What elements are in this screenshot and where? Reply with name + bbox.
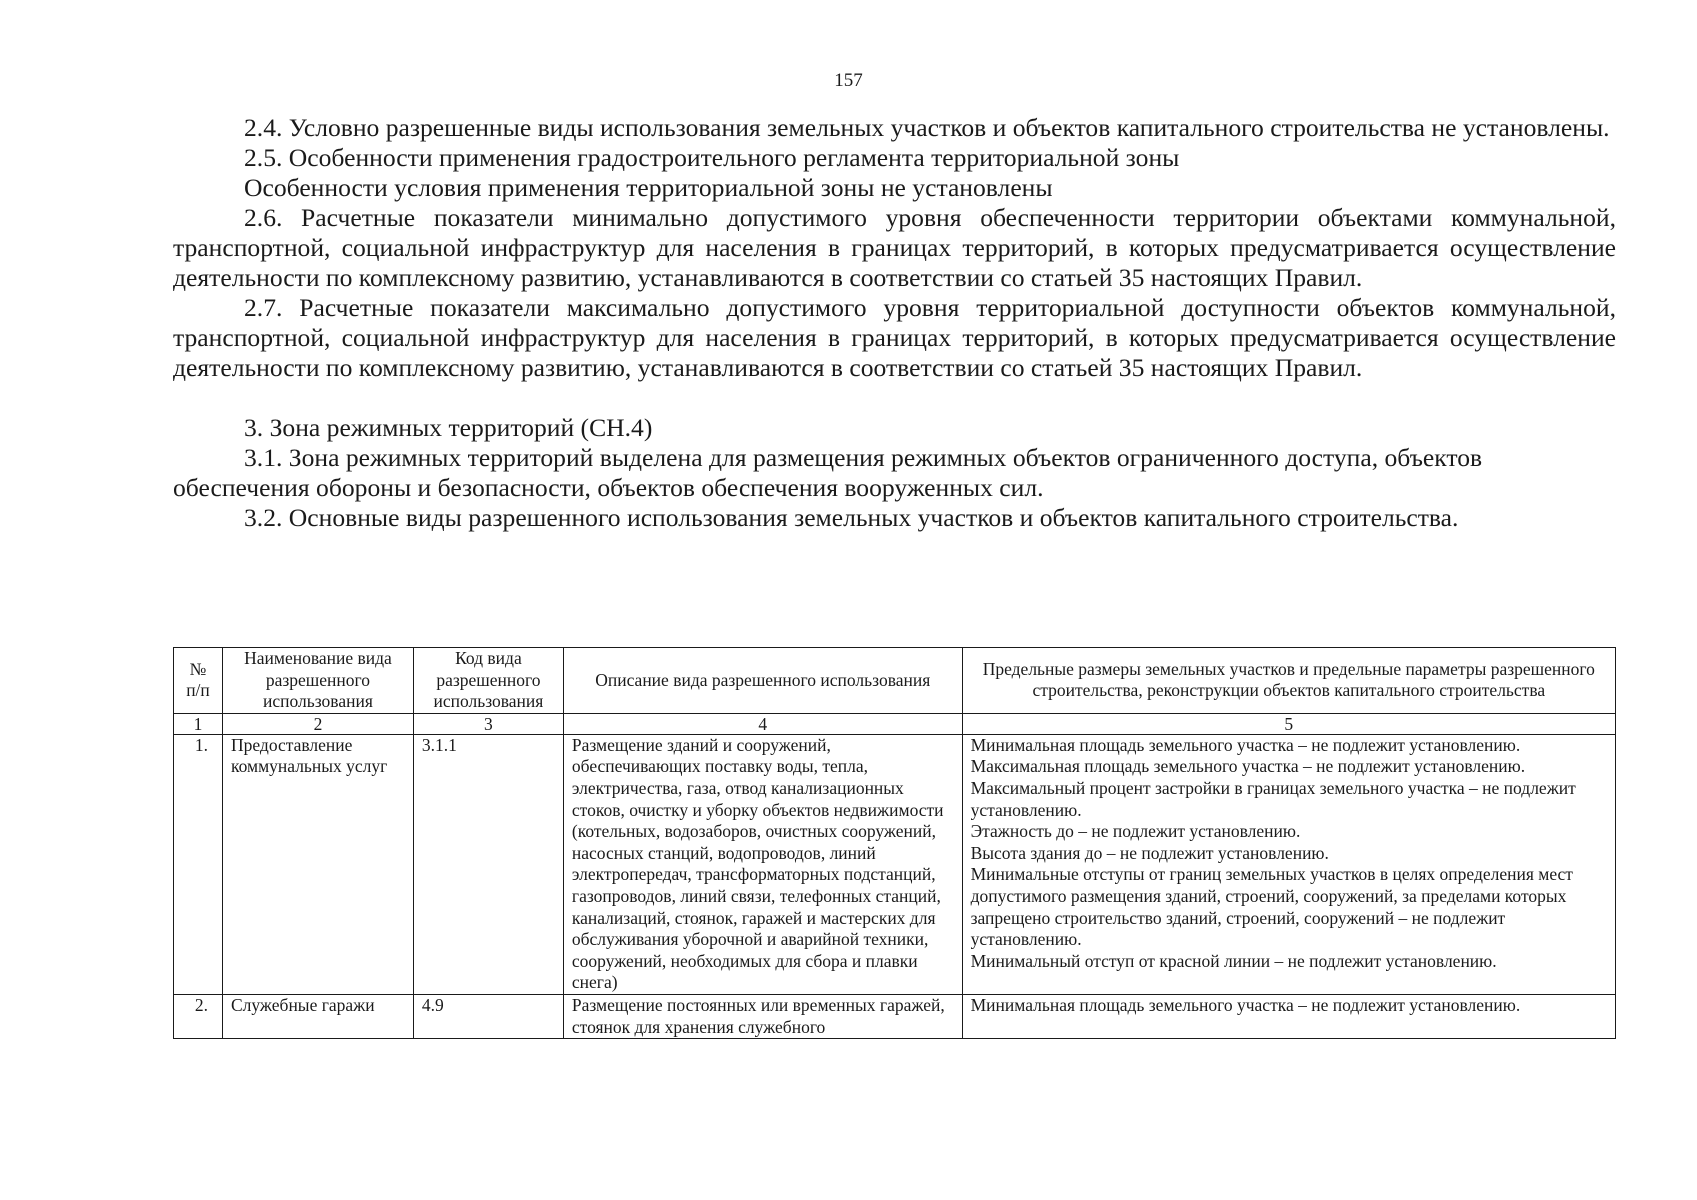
column-number: 5 xyxy=(962,713,1615,734)
column-number: 2 xyxy=(222,713,413,734)
table-row xyxy=(174,994,1616,1038)
row-use-code: 4.9 xyxy=(413,994,563,1038)
paragraph-3-2: 3.2. Основные виды разрешенного использования земельных участков и объектов капитального строительства. xyxy=(244,503,1459,532)
section-heading-3: 3. Зона режимных территорий (СН.4) xyxy=(244,413,653,442)
document-body xyxy=(173,113,1616,533)
limit-line: Максимальный процент застройки в границах земельного участка – не подлежит установлению. xyxy=(970,777,1576,820)
header-limits: Предельные размеры земельных участков и предельные параметры разрешенного строительства, реконструкции объектов капитального строительства xyxy=(962,648,1615,714)
permitted-use-table xyxy=(173,647,1616,1039)
limit-line: Минимальная площадь земельного участка – не подлежит установлению. xyxy=(970,734,1521,755)
column-number: 3 xyxy=(413,713,563,734)
column-number: 1 xyxy=(174,713,223,734)
header-use-code: Код вида разрешенного использования xyxy=(413,648,563,714)
row-use-name: Служебные гаражи xyxy=(222,994,413,1038)
limit-line: Высота здания до – не подлежит установлению. xyxy=(970,842,1329,863)
limit-line: Минимальный отступ от красной линии – не подлежит установлению. xyxy=(970,950,1497,971)
paragraph-2-4: 2.4. Условно разрешенные виды использования земельных участков и объектов капитального строительства не установлены. xyxy=(244,113,1610,142)
header-use-name: Наименование вида разрешенного использования xyxy=(222,648,413,714)
row-use-code: 3.1.1 xyxy=(413,734,563,994)
column-number-row xyxy=(174,713,1616,734)
table-row xyxy=(174,734,1616,994)
limit-line: Минимальные отступы от границ земельных участков в целях определения мест допустимого размещения зданий, строений, сооружений, за пределами которых запрещено строительство зданий, строений, сооружений – не подлежит установлению. xyxy=(970,864,1573,950)
table-header-row xyxy=(174,648,1616,714)
header-number: № п/п xyxy=(174,648,223,714)
page-number: 157 xyxy=(834,70,863,91)
row-number: 2. xyxy=(174,994,223,1038)
section-spacer xyxy=(173,383,1616,413)
limit-line: Минимальная площадь земельного участка – не подлежит установлению. xyxy=(970,994,1521,1015)
row-use-description: Размещение постоянных или временных гаражей, стоянок для хранения служебного xyxy=(563,994,962,1038)
row-use-description: Размещение зданий и сооружений, обеспечивающих поставку воды, тепла, электричества, газа, отвод канализационных стоков, очистку и уборку объектов недвижимости (котельных, водозаборов, очистных сооружений, насосных станций, водопроводов, линий электропередач, трансформаторных подстанций, газопроводов, линий связи, телефонных станций, канализаций, стоянок, гаражей и мастерских для обслуживания уборочной и аварийной техники, сооружений, необходимых для сбора и плавки снега) xyxy=(563,734,962,994)
paragraph-2-7: 2.7. Расчетные показатели максимально допустимого уровня территориальной доступности объектов коммунальной, транспортной, социальной инфраструктур для населения в границах территорий, в которых предусматривается осуществление деятельности по комплексному развитию, устанавливаются в соответствии со статьей 35 настоящих Правил. xyxy=(173,293,1616,382)
header-use-description: Описание вида разрешенного использования xyxy=(563,648,962,714)
limit-line: Этажность до – не подлежит установлению. xyxy=(970,821,1301,842)
paragraph-2-6: 2.6. Расчетные показатели минимально допустимого уровня обеспеченности территории объектами коммунальной, транспортной, социальной инфраструктур для населения в границах территорий, в которых предусматривается осуществление деятельности по комплексному развитию, устанавливаются в соответствии со статьей 35 настоящих Правил. xyxy=(173,203,1616,292)
row-limits xyxy=(962,734,1615,994)
limit-line: Максимальная площадь земельного участка – не подлежит установлению. xyxy=(970,756,1526,777)
column-number: 4 xyxy=(563,713,962,734)
paragraph-3-1: 3.1. Зона режимных территорий выделена для размещения режимных объектов ограниченного доступа, объектов обеспечения обороны и безопасности, объектов обеспечения вооруженных сил. xyxy=(173,443,1483,502)
paragraph-2-5: 2.5. Особенности применения градостроительного регламента территориальной зоны xyxy=(244,143,1180,172)
paragraph-2-5-note: Особенности условия применения территориальной зоны не установлены xyxy=(244,173,1053,202)
row-limits xyxy=(962,994,1615,1038)
row-use-name: Предоставление коммунальных услуг xyxy=(222,734,413,994)
row-number: 1. xyxy=(174,734,223,994)
